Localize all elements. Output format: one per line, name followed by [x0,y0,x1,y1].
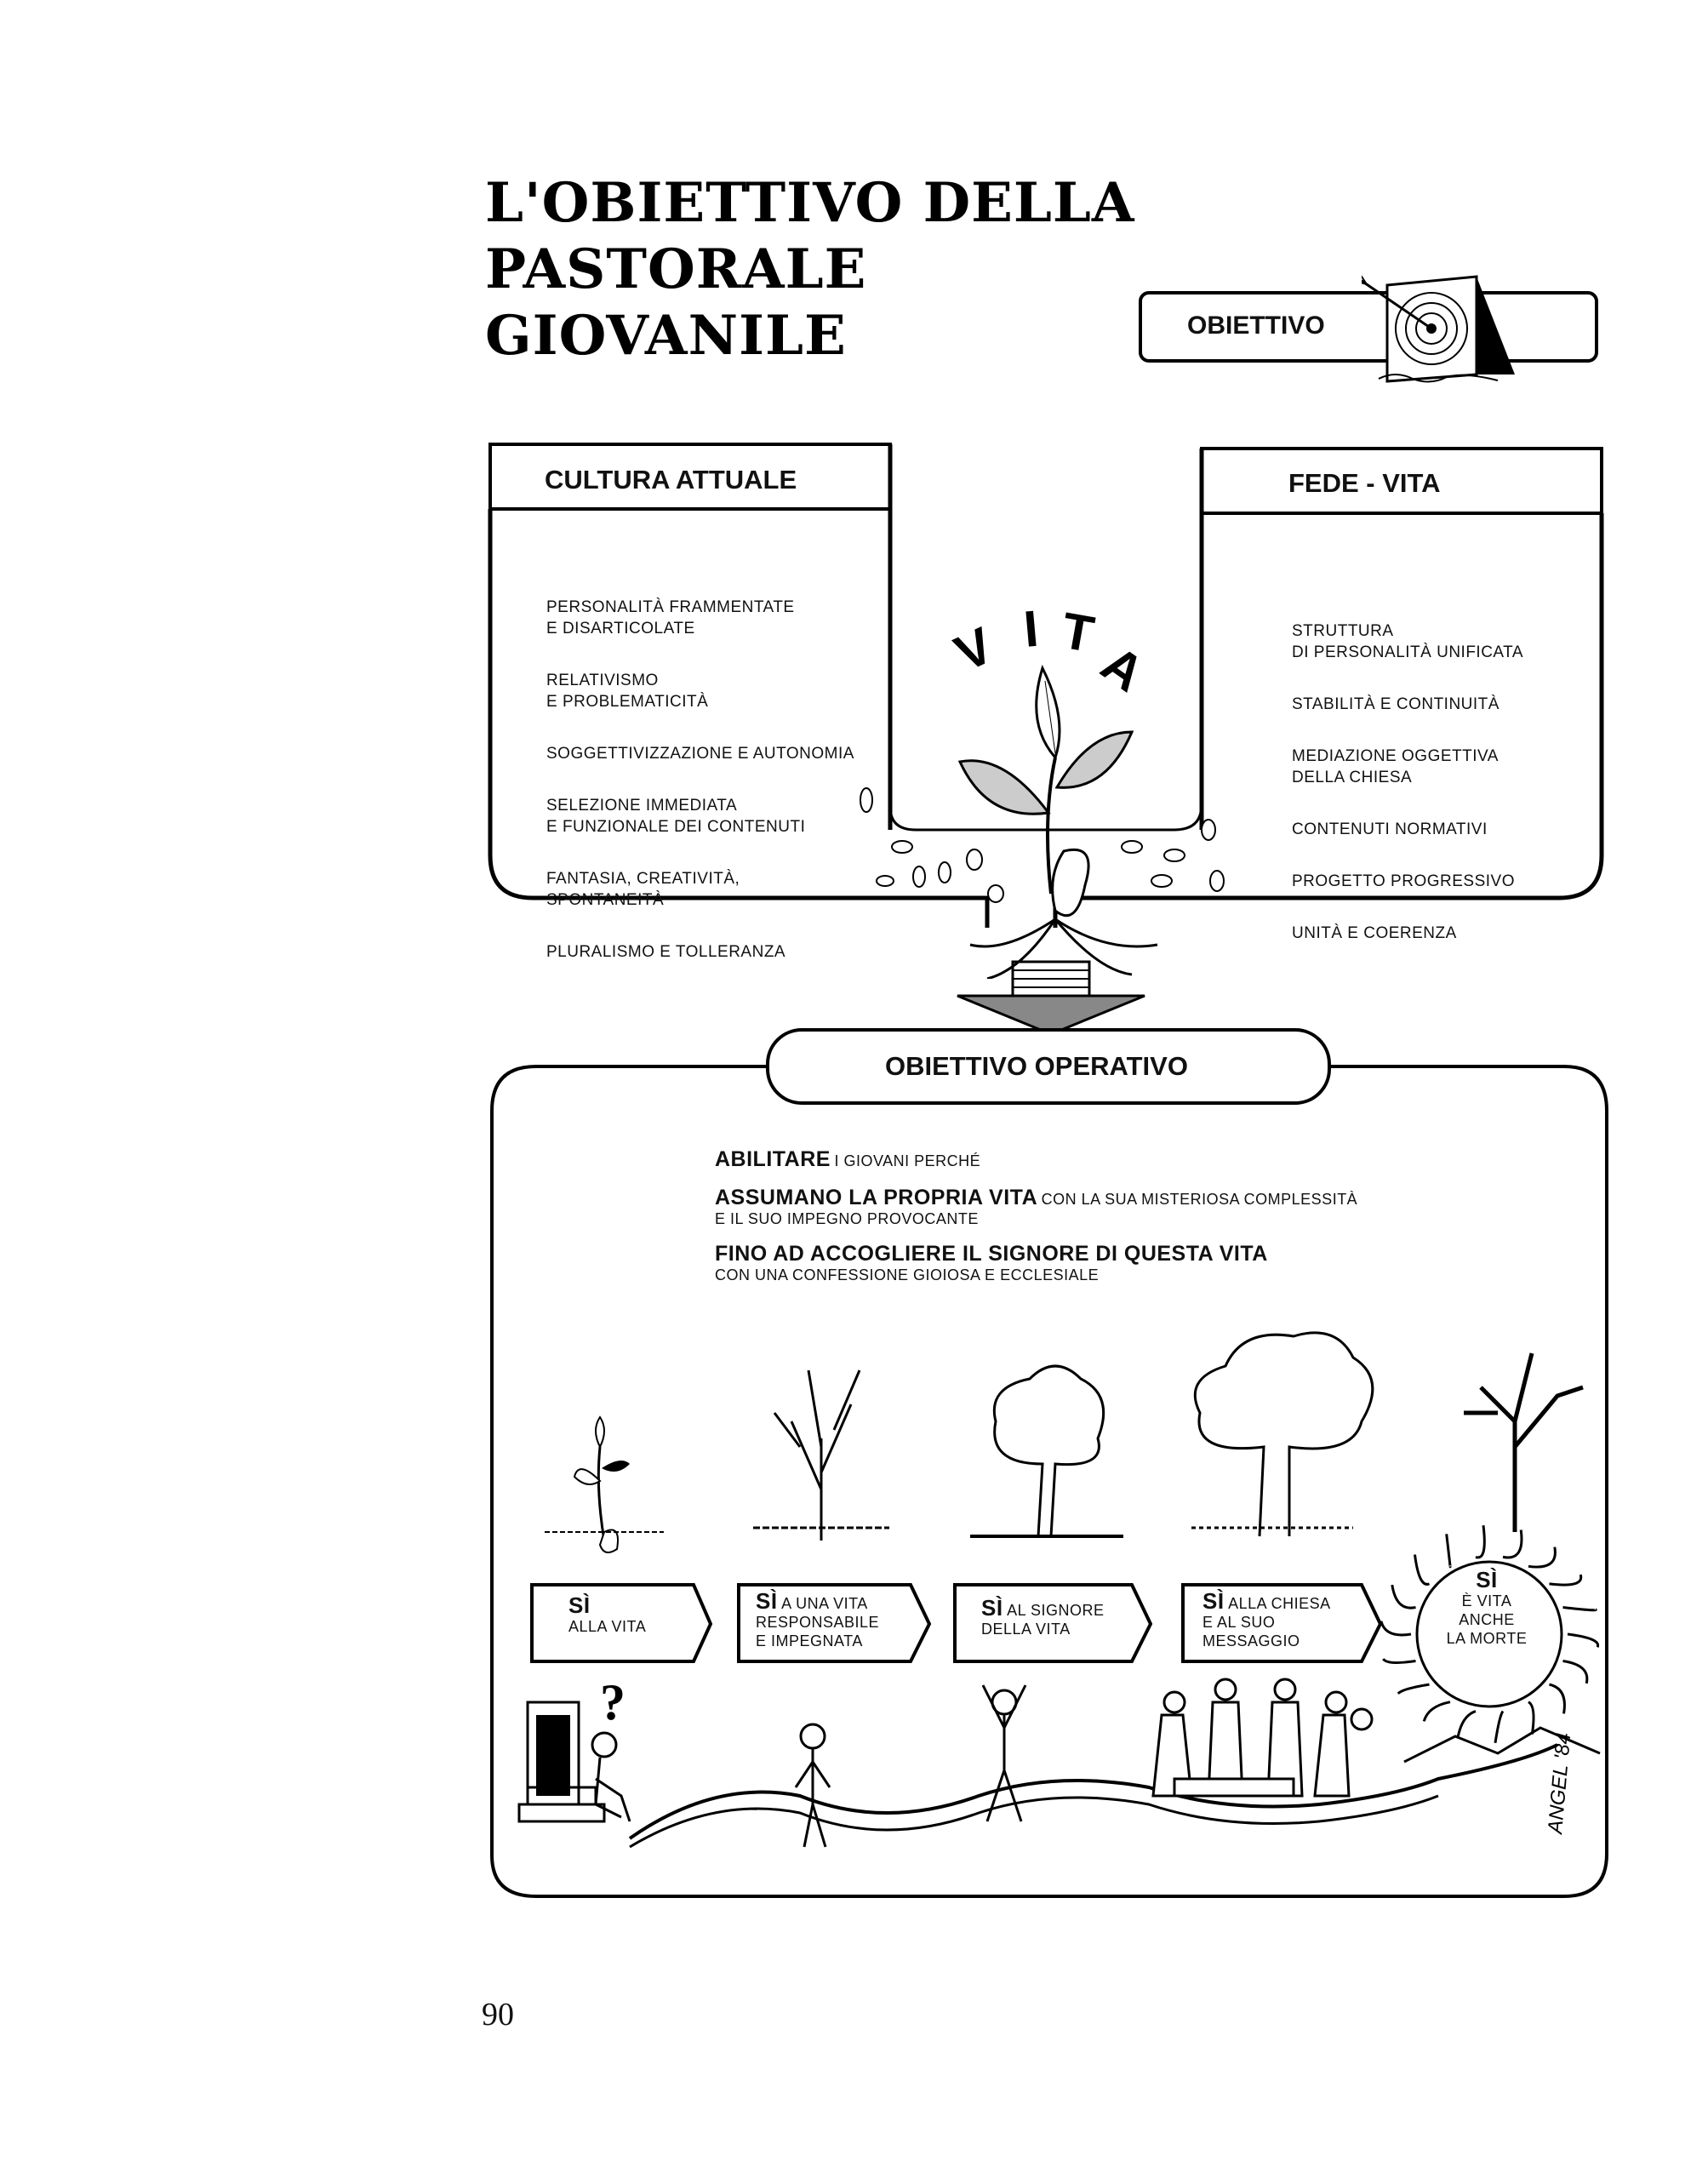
stage-text: ALLA VITA [568,1618,647,1635]
si-label: SÌ [1476,1567,1498,1592]
signature: ANGEL '84 [1544,1731,1576,1835]
list-item: UNITÀ E COERENZA [1292,924,1457,942]
list-item: STRUTTURA DI PERSONALITÀ UNIFICATA [1292,622,1524,661]
stage-label [981,1595,1105,1638]
stage-label [1202,1588,1331,1650]
vita-letter: I [1021,599,1041,658]
fede-heading: FEDE - VITA [1288,468,1441,498]
si-label: SÌ [568,1592,591,1618]
operativo-line-bold: ABILITARE [715,1147,831,1171]
stage-label [568,1592,647,1636]
list-item: MEDIAZIONE OGGETTIVA DELLA CHIESA [1292,747,1499,786]
si-label: SÌ [1202,1588,1225,1614]
operativo-line-small: I GIOVANI PERCHÉ [834,1152,981,1169]
stage-text: ALLA CHIESA E AL SUO MESSAGGIO [1202,1595,1331,1649]
operativo-line-small: CON UNA CONFESSIONE GIOIOSA E ECCLESIALE [715,1266,1100,1283]
operativo-heading: OBIETTIVO OPERATIVO [885,1051,1188,1081]
si-label: SÌ [981,1595,1003,1621]
page-number: 90 [482,1997,514,2032]
vita-letter: V [946,616,1002,683]
vita-letter: A [1091,634,1155,703]
cultura-heading: CULTURA ATTUALE [545,465,797,495]
list-item: STABILITÀ E CONTINUITÀ [1292,695,1499,713]
list-item: PLURALISMO E TOLLERANZA [546,943,786,961]
journey-scene-illustration [502,1668,1608,1898]
title-line-2: PASTORALE [485,237,867,301]
list-item: FANTASIA, CREATIVITÀ, SPONTANEITÀ [546,870,740,909]
list-item: RELATIVISMO E PROBLEMATICITÀ [546,672,709,711]
si-label: SÌ [756,1588,778,1614]
stage-label [756,1588,880,1650]
question-mark: ? [600,1674,626,1730]
vita-letter: T [1057,601,1099,664]
list-item: SELEZIONE IMMEDIATA E FUNZIONALE DEI CONTENUTI [546,797,806,836]
stage-text: AL SIGNORE DELLA VITA [981,1602,1105,1638]
list-item: PROGETTO PROGRESSIVO [1292,872,1515,890]
title-line-1: L'OBIETTIVO DELLA [485,171,1135,235]
list-item: PERSONALITÀ FRAMMENTATE E DISARTICOLATE [546,598,795,637]
operativo-line-bold: ASSUMANO LA PROPRIA VITA [715,1186,1038,1209]
list-item: CONTENUTI NORMATIVI [1292,820,1488,838]
sun-text: È VITA ANCHE LA MORTE [1446,1592,1528,1647]
title-line-3: GIOVANILE [485,304,847,368]
operativo-line-small: CON LA SUA MISTERIOSA COMPLESSITÀ E IL SUO IMPEGNO PROVOCANTE [715,1191,1358,1227]
operativo-line-bold: FINO AD ACCOGLIERE IL SIGNORE DI QUESTA VITA [715,1242,1268,1266]
stage-text: A UNA VITA RESPONSABILE E IMPEGNATA [756,1595,880,1649]
list-item: SOGGETTIVIZZAZIONE E AUTONOMIA [546,745,854,763]
objective-label: OBIETTIVO [1187,312,1325,340]
